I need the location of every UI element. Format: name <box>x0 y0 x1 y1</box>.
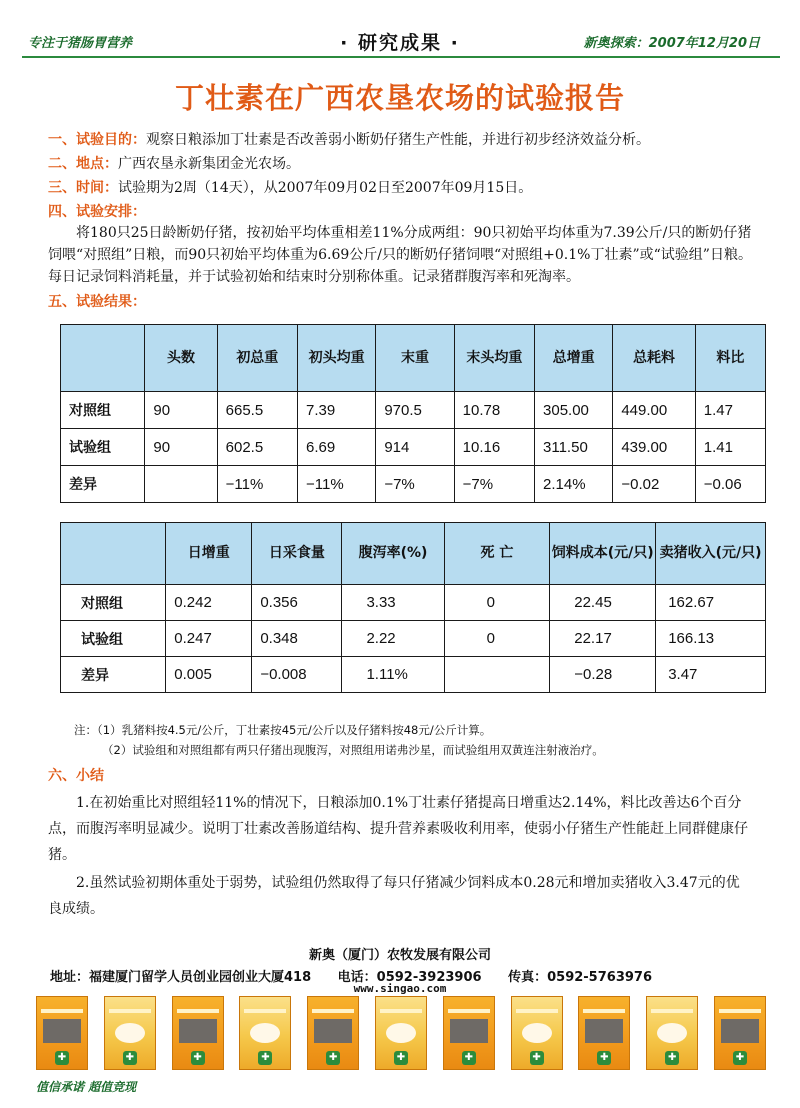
table-row <box>61 429 766 466</box>
table-cell: 2.14% <box>535 466 613 503</box>
table-cell: 0.356 <box>252 585 342 621</box>
product-box-image <box>172 996 224 1070</box>
table-row <box>61 585 766 621</box>
footer-company: 新奥（厦门）农牧发展有限公司 <box>308 948 491 963</box>
section-location <box>48 152 753 176</box>
note-2: （2）试验组和对照组都有两只仔猪出现腹泻，对照组用诺弗沙星，而试验组用双黄连注射液治疗。 <box>102 743 604 757</box>
table-cell: −0.02 <box>613 466 695 503</box>
table2-corner <box>61 523 166 585</box>
table2-header-row <box>61 523 766 585</box>
note-1 <box>74 722 491 738</box>
table-cell: −0.008 <box>252 657 342 693</box>
footer-fax: 传真：0592-5763976 <box>508 970 653 985</box>
table-cell: 90 <box>145 429 217 466</box>
table-cell: 7.39 <box>298 392 376 429</box>
table2-header: 日采食量 <box>252 523 342 585</box>
table2-header: 腹泻率(%) <box>342 523 444 585</box>
table-cell: 439.00 <box>613 429 695 466</box>
table-cell: 970.5 <box>376 392 454 429</box>
row-label: 试验组 <box>61 429 145 466</box>
time-text: 试验期为2周（14天），从2007年09月02日至2007年09月15日。 <box>118 180 533 196</box>
product-box-image <box>307 996 359 1070</box>
table1-header: 总耗料 <box>613 325 695 392</box>
brand-logo-icon: ✚ <box>326 1051 340 1065</box>
footer-address: 地址：福建厦门留学人员创业园创业大厦418 <box>50 970 312 985</box>
table-cell: 6.69 <box>298 429 376 466</box>
table-cell: 10.78 <box>454 392 534 429</box>
product-bag-image <box>104 996 156 1070</box>
note-1-text: （1）乳猪料按4.5元/公斤，丁壮素按45元/公斤以及仔猪料按48元/公斤计算。 <box>97 723 492 737</box>
table-cell: 449.00 <box>613 392 695 429</box>
table2-header: 死 亡 <box>444 523 550 585</box>
brand-logo-icon: ✚ <box>462 1051 476 1065</box>
brand-logo-icon: ✚ <box>123 1051 137 1065</box>
footer-website: www.singao.com <box>353 982 447 995</box>
table-cell: 1.41 <box>695 429 765 466</box>
table-cell: 22.17 <box>550 621 656 657</box>
row-label: 试验组 <box>61 621 166 657</box>
header-divider <box>22 56 780 58</box>
table-row <box>61 657 766 693</box>
section-arrangement-heading <box>48 200 753 224</box>
section-time <box>48 176 753 200</box>
row-label: 差异 <box>61 466 145 503</box>
table-cell: −7% <box>376 466 454 503</box>
brand-logo-icon: ✚ <box>733 1051 747 1065</box>
table-cell: 1.47 <box>695 392 765 429</box>
brand-logo-icon: ✚ <box>597 1051 611 1065</box>
footer-phone: 电话：0592-3923906 <box>337 970 482 985</box>
section-results-heading <box>48 290 753 314</box>
product-box-image <box>36 996 88 1070</box>
header-section-title: · 研究成果 · <box>340 32 460 54</box>
table-cell: 0 <box>444 621 550 657</box>
summary-label: 六、小结 <box>48 768 104 784</box>
product-bag-image <box>375 996 427 1070</box>
table-row <box>61 392 766 429</box>
product-box-image <box>714 996 766 1070</box>
row-label: 对照组 <box>61 392 145 429</box>
table2-header: 日增重 <box>166 523 252 585</box>
table-cell: −11% <box>298 466 376 503</box>
table1-header: 头数 <box>145 325 217 392</box>
product-bag-image <box>239 996 291 1070</box>
row-label: 差异 <box>61 657 166 693</box>
table-cell: 10.16 <box>454 429 534 466</box>
table2-header: 卖猪收入(元/只) <box>656 523 766 585</box>
report-title: 丁壮素在广西农垦农场的试验报告 <box>174 81 625 115</box>
brand-logo-icon: ✚ <box>665 1051 679 1065</box>
table-cell: 2.22 <box>342 621 444 657</box>
purpose-label: 一、试验目的： <box>48 132 146 148</box>
table-cell: 90 <box>145 392 217 429</box>
arrangement-label: 四、试验安排： <box>48 204 146 220</box>
table1-header: 总增重 <box>535 325 613 392</box>
table2-header: 饲料成本(元/只) <box>550 523 656 585</box>
summary-paragraph-1: 1.在初始重比对照组轻11%的情况下，日粮添加0.1%丁壮素仔猪提高日增重达2.14%，料比改善达6个百分点，而腹泻率明显减少。说明丁壮素改善肠道结构、提升营养素吸收利用率，使弱小仔猪生产性能赶上同群健康仔猪。 <box>48 795 748 863</box>
table-cell: 305.00 <box>535 392 613 429</box>
table-row <box>61 621 766 657</box>
purpose-text: 观察日粮添加丁壮素是否改善弱小断奶仔猪生产性能，并进行初步经济效益分析。 <box>146 132 650 148</box>
product-bag-image <box>511 996 563 1070</box>
table1-header: 初头均重 <box>298 325 376 392</box>
section-purpose <box>48 128 753 152</box>
table-cell: −0.28 <box>550 657 656 693</box>
brand-logo-icon: ✚ <box>258 1051 272 1065</box>
table-cell: 0.242 <box>166 585 252 621</box>
results-label: 五、试验结果： <box>48 294 146 310</box>
header-date: 新奥探索：2007年12月20日 <box>583 36 760 51</box>
product-box-image <box>443 996 495 1070</box>
time-label: 三、时间： <box>48 180 118 196</box>
row-label: 对照组 <box>61 585 166 621</box>
table1-header-row <box>61 325 766 392</box>
table1-header: 料比 <box>695 325 765 392</box>
table-cell: 0.348 <box>252 621 342 657</box>
note-prefix: 注： <box>74 723 97 737</box>
table-cell <box>145 466 217 503</box>
table1-header: 末头均重 <box>454 325 534 392</box>
product-box-image <box>578 996 630 1070</box>
table-cell: 3.47 <box>656 657 766 693</box>
table-cell: 914 <box>376 429 454 466</box>
arrangement-text: 将180只25日龄断奶仔猪，按初始平均体重相差11%分成两组：90只初始平均体重为7.39公斤/只的断奶仔猪饲喂“对照组”日粮，而90只初始平均体重为6.69公斤/只的断奶仔猪饲喂“对照组+0.1%丁壮素”或“试验组”日粮。每日记录饲料消耗量，并于试验初始和结束时分别称体重。记录猪群腹泻率和死淘率。 <box>48 225 752 285</box>
results-table-1 <box>60 324 766 503</box>
table-cell <box>444 657 550 693</box>
product-strip <box>36 996 766 1072</box>
results-table-2 <box>60 522 766 693</box>
footer-slogan: 值信承诺 超值竞现 <box>36 1080 137 1094</box>
table-cell: 0 <box>444 585 550 621</box>
table-cell: 22.45 <box>550 585 656 621</box>
table-cell: 3.33 <box>342 585 444 621</box>
table-cell: 162.67 <box>656 585 766 621</box>
brand-logo-icon: ✚ <box>55 1051 69 1065</box>
brand-logo-icon: ✚ <box>191 1051 205 1065</box>
table-cell: 602.5 <box>217 429 297 466</box>
table-cell: −11% <box>217 466 297 503</box>
table-cell: −7% <box>454 466 534 503</box>
location-label: 二、地点： <box>48 156 118 172</box>
summary-paragraph-2: 2.虽然试验初期体重处于弱势，试验组仍然取得了每只仔猪减少饲料成本0.28元和增加卖猪收入3.47元的优良成绩。 <box>48 875 740 917</box>
table-cell: 665.5 <box>217 392 297 429</box>
page-header <box>0 0 800 64</box>
table-cell: −0.06 <box>695 466 765 503</box>
header-slogan: 专注于猪肠胃营养 <box>28 36 133 51</box>
brand-logo-icon: ✚ <box>394 1051 408 1065</box>
brand-logo-icon: ✚ <box>530 1051 544 1065</box>
product-bag-image <box>646 996 698 1070</box>
table1-header: 末重 <box>376 325 454 392</box>
table-row <box>61 466 766 503</box>
table-cell: 0.005 <box>166 657 252 693</box>
table-cell: 311.50 <box>535 429 613 466</box>
table-cell: 166.13 <box>656 621 766 657</box>
table1-header: 初总重 <box>217 325 297 392</box>
location-text: 广西农垦永新集团金光农场。 <box>118 156 300 172</box>
table-cell: 1.11% <box>342 657 444 693</box>
table-cell: 0.247 <box>166 621 252 657</box>
table1-corner <box>61 325 145 392</box>
section-summary-heading <box>48 764 753 788</box>
